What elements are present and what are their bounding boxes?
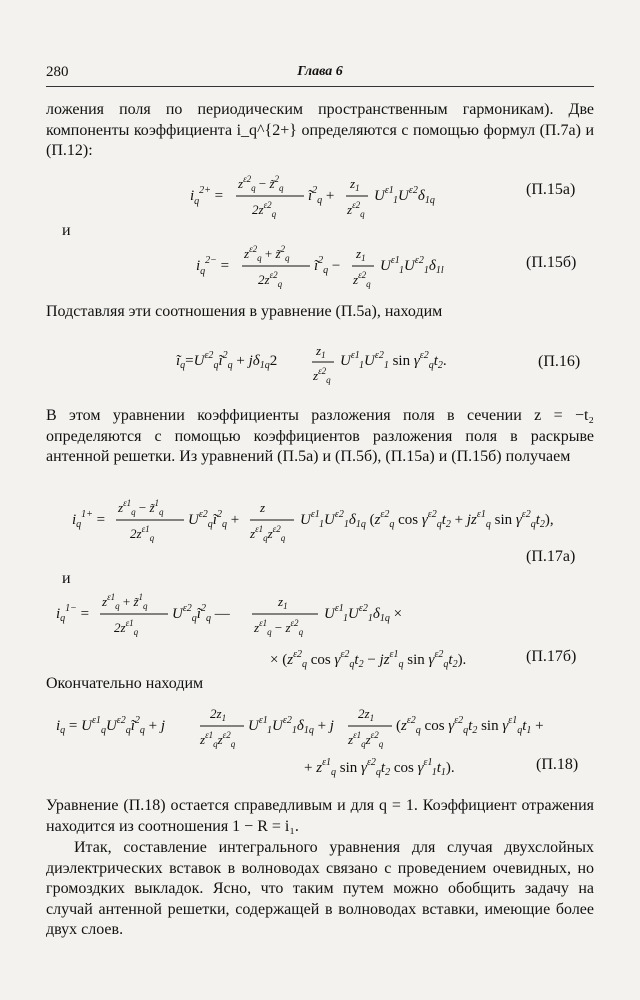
eq17b-term2: $U^{\varepsilon 1}_1U^{\varepsilon 2}_1\delta_{1q}$ × bbox=[324, 603, 403, 624]
eq15a-term1: $ĩ^2_q$ + bbox=[308, 185, 335, 206]
eq15a-frac2-den: $z^{\varepsilon 2}_q$ bbox=[347, 200, 365, 219]
eq16-frac-den: $z^{\varepsilon 2}_q$ bbox=[313, 366, 331, 385]
eq15a-term2: $U^{\varepsilon 1}_1U^{\varepsilon 2}\delta_{1q}$ bbox=[374, 185, 435, 206]
eq17b-line2-text: × ($z^{\varepsilon 2}_q$ $\cos \gamma^{\varepsilon 2}_qt_2 - jz^{\varepsilon 1}_q$ $\sin \gamma^{\varepsilon 2}_qt_2$). bbox=[270, 649, 467, 670]
paragraph-5 bbox=[46, 796, 594, 837]
eq18-term1: $U^{\varepsilon 1}_1U^{\varepsilon 2}_1\delta_{1q} + j$ bbox=[248, 715, 334, 736]
equation-16 bbox=[176, 335, 496, 391]
eq17b-lhs: $i_q^{1-}$ = bbox=[56, 603, 90, 624]
equation-17b-line1 bbox=[56, 586, 476, 644]
eq15b-term2: $U^{\varepsilon 1}_1U^{\varepsilon 2}_1\delta_{1l}$ bbox=[380, 255, 444, 276]
paragraph-2 bbox=[46, 302, 594, 323]
equation-18-line2 bbox=[304, 752, 524, 782]
eq18-number: (П.18) bbox=[536, 756, 579, 773]
eq15a-number: (П.15а) bbox=[526, 181, 576, 198]
eq16-lhs: $ĩ_q=U^{\varepsilon 2}_qĩ^2_q + j\delta_{1q}2$ bbox=[176, 350, 278, 371]
page-number: 280 bbox=[46, 64, 69, 80]
eq16-rhs: $U^{\varepsilon 1}_1U^{\varepsilon 2}_1$ $\sin \gamma^{\varepsilon 2}_qt_2$. bbox=[340, 350, 447, 371]
eq17b-number: (П.17б) bbox=[526, 648, 577, 665]
paragraph-6 bbox=[46, 838, 594, 941]
eq17b-frac2-den: $z^{\varepsilon 1}_q - z^{\varepsilon 2}_q$ bbox=[254, 618, 304, 637]
eq15b-term1: $ĩ^2_q$ − bbox=[314, 255, 341, 276]
eq17b-numerator: $z^{\varepsilon 1}_q$ + z̃$^1_q$ bbox=[102, 592, 148, 611]
eq18-frac2-den: $z^{\varepsilon 1}_qz^{\varepsilon 2}_q$ bbox=[348, 730, 384, 749]
paragraph-3 bbox=[46, 406, 594, 468]
paragraph-4-text: Окончательно находим bbox=[46, 675, 204, 692]
eq17b-term1: $U^{\varepsilon 2}_qĩ^2_q$ — bbox=[172, 603, 230, 624]
eq15b-number: (П.15б) bbox=[526, 254, 577, 271]
eq17a-term1: $U^{\varepsilon 2}_qĩ^2_q$ + bbox=[188, 509, 240, 530]
eq17a-frac2-den: $z^{\varepsilon 1}_qz^{\varepsilon 2}_q$ bbox=[250, 524, 286, 543]
eq16-number: (П.16) bbox=[538, 353, 581, 370]
eq15b-denominator: $2z^{\varepsilon 2}_q$ bbox=[258, 270, 283, 289]
eq15a-lhs: $i_q^{2+}$ = bbox=[190, 185, 224, 207]
eq18-line2-text: + $z^{\varepsilon 1}_q$ $\sin \gamma^{\varepsilon 2}_qt_2$ $\cos \gamma^{\varepsilon 1}_1t_1$). bbox=[304, 757, 455, 778]
eq15b-numerator: $z^{\varepsilon 2}_q$ + z̃$^2_q$ bbox=[244, 244, 290, 263]
eq17a-denominator: $2z^{\varepsilon 1}_q$ bbox=[130, 524, 155, 543]
eq15a-numerator: $z^{\varepsilon 2}_q$ − z̃$^2_q$ bbox=[238, 174, 284, 193]
eq16-frac-num: $z_1$ bbox=[316, 343, 326, 360]
eq15a-frac2-num: $z_1$ bbox=[350, 176, 360, 193]
eq17a-number: (П.17а) bbox=[526, 548, 576, 565]
eq15b-frac2-den: $z^{\varepsilon 2}_q$ bbox=[353, 270, 371, 289]
header-rule bbox=[46, 86, 594, 87]
running-head: Глава 6 bbox=[297, 64, 343, 79]
paragraph-3-text: В этом уравнении коэффициенты разложения поля в сечении z = −t₂ определяются с помощью коэффициентов разложения поля в раскрыве антенной решетки. Из уравнений (П.5а) и (П.5б), (П.15а) и (П.15б) получаем bbox=[46, 407, 594, 466]
eq18-term2: ($z^{\varepsilon 2}_q$ $\cos \gamma^{\varepsilon 2}_qt_2$ $\sin \gamma^{\varepsilon 1}_qt_1$ + bbox=[396, 715, 544, 736]
paragraph-1-text: ложения поля по периодическим пространственным гармоникам). Две компоненты коэффициента i_q^{2+} определяются с помощью формул (П.7а) и (П.12): bbox=[46, 101, 594, 160]
paragraph-1 bbox=[46, 100, 594, 162]
paragraph-6-text: Итак, составление интегрального уравнения для случая двухслойных диэлектрических вставок в волноводах связано с проведением очевидных, но громоздких выкладок. Ясно, что таким путем можно обобщить задачу на случай антенной решетки, содержащей в волноводах вставки, имеющие более двух слоев. bbox=[46, 839, 594, 939]
eq17a-term2: $U^{\varepsilon 1}_1U^{\varepsilon 2}_1\delta_{1q}$ ($z^{\varepsilon 2}_q$ $\cos \gamma^{\varepsilon 2}_qt_2 + jz^{\varepsilon 1}_q$ $\sin \gamma^{\varepsilon 2}_qt_2$), bbox=[300, 509, 554, 530]
eq18-frac1-den: $z^{\varepsilon 1}_qz^{\varepsilon 2}_q$ bbox=[200, 730, 236, 749]
connector-and-1: и bbox=[62, 222, 71, 239]
eq17b-denominator: $2z^{\varepsilon 1}_q$ bbox=[114, 618, 139, 637]
equation-17a bbox=[72, 494, 562, 550]
eq18-frac1-num: $2z_1$ bbox=[210, 706, 227, 723]
equation-15a bbox=[190, 168, 490, 224]
eq15b-lhs: $i_q^{2-}$ = bbox=[196, 255, 230, 277]
equation-18-line1 bbox=[56, 700, 596, 758]
eq15b-frac2-num: $z_1$ bbox=[356, 246, 366, 263]
eq17b-frac2-num: $z_1$ bbox=[278, 594, 288, 611]
eq18-lhs: $i_q$ = $U^{\varepsilon 1}_qU^{\varepsilon 2}_qĩ^2_q + j$ bbox=[56, 715, 166, 736]
equation-17b-line2 bbox=[270, 644, 510, 674]
paragraph-2-text: Подставляя эти соотношения в уравнение (П.5а), находим bbox=[46, 303, 443, 320]
eq18-frac2-num: $2z_1$ bbox=[358, 706, 375, 723]
paragraph-5-text: Уравнение (П.18) остается справедливым и для q = 1. Коэффициент отражения находится из соотношения 1 − R = i₁. bbox=[46, 797, 594, 835]
eq17a-lhs: $i_q^{1+}$ = bbox=[72, 509, 106, 530]
eq17a-frac2-num: z bbox=[260, 500, 266, 515]
connector-and-2: и bbox=[62, 570, 71, 587]
eq17a-numerator: $z^{\varepsilon 1}_q$ − z̃$^1_q$ bbox=[118, 498, 164, 517]
equation-15b bbox=[196, 238, 496, 294]
page-header bbox=[46, 64, 594, 84]
eq15a-denominator: $2z^{\varepsilon 2}_q$ bbox=[252, 200, 277, 219]
paragraph-4 bbox=[46, 674, 594, 695]
